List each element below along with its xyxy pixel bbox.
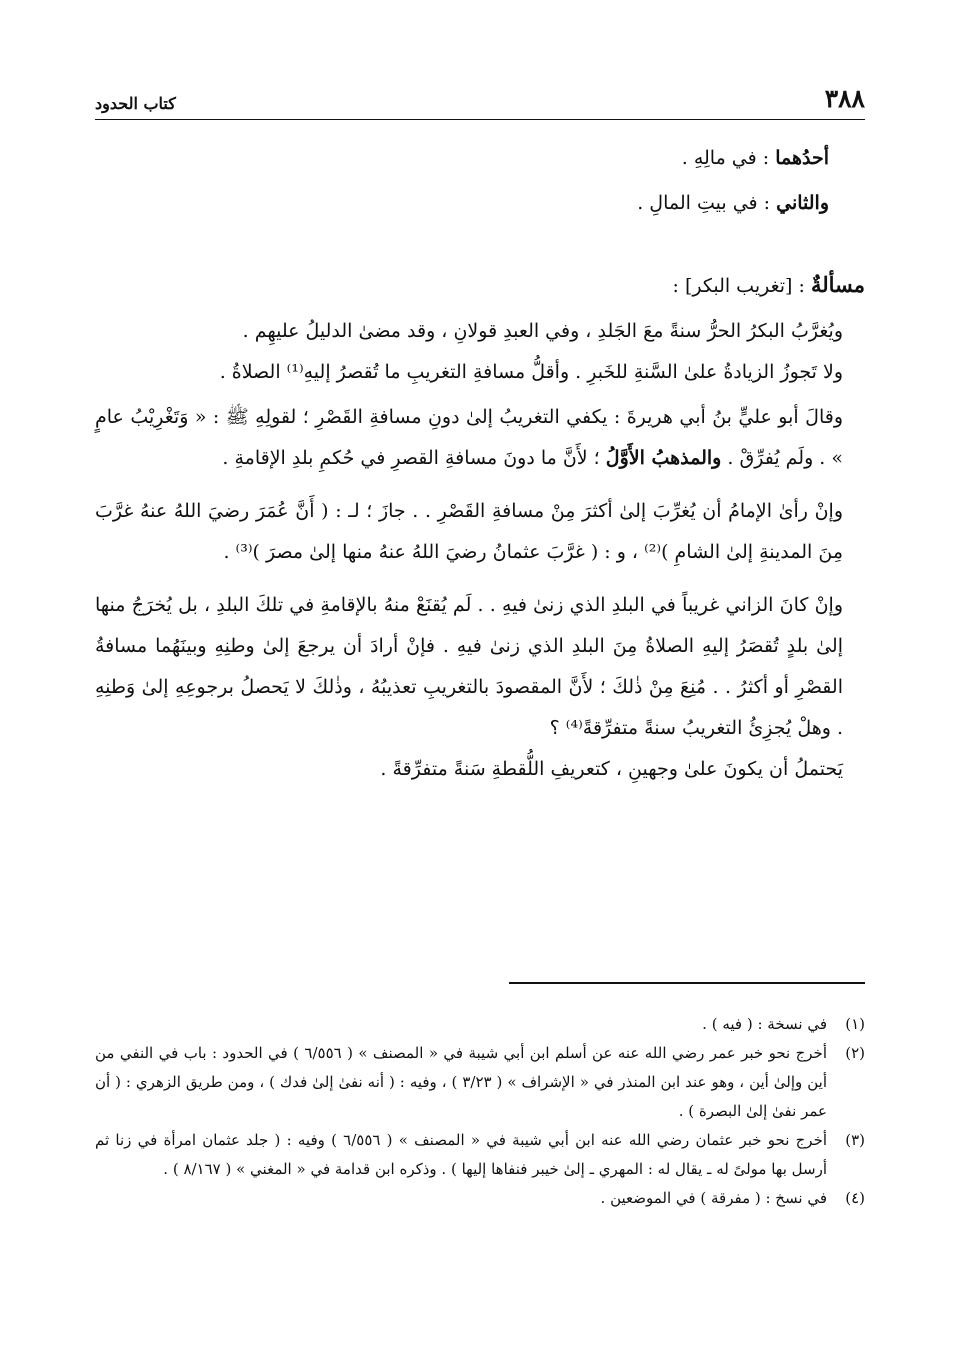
paragraph-4: وإنْ رأىٰ الإمامُ أن يُغرِّبَ إلىٰ أكثرَ مِنْ مسافةِ القَصْرِ . . جازَ ؛ لـ : ( أَنَّ عُمَرَ رضيَ اللهُ عنهُ غرَّبَ مِنَ المدينةِ إلىٰ الشامِ )⁽²⁾ ، و : ( غرَّبَ عثمانُ رضيَ اللهُ عنهُ منها إلىٰ مصرَ )⁽³⁾ . xyxy=(95,500,843,563)
footnote-item xyxy=(95,1126,865,1184)
footnote-text: أخرج نحو خبر عمر رضي الله عنه عن أسلم ابن أبي شيبة في « المصنف » ( ٦/٥٥٦ ) في الحدود : باب في النفي من أين وإلىٰ أين ، وهو عند ابن المنذر في « الإشراف » ( ٣/٢٣ ) ، وفيه : ( أنه نفىٰ إلىٰ فدك ) ، ومن طريق الزهري : ( أن عمر نفىٰ إلىٰ البصرة ) . xyxy=(95,1044,827,1120)
footnote-number: (٣) xyxy=(845,1131,865,1149)
line-first-label: أحدُهما xyxy=(775,147,829,169)
footnote-text: في نسخ : ( مفرقة ) في الموضعين . xyxy=(600,1189,827,1207)
footnotes xyxy=(95,1010,865,1213)
footnote-item xyxy=(95,1039,865,1126)
paragraph-3-part-c: ؛ لأَنَّ ما دونَ مسافةِ القصرِ في حُكمِ بلدِ الإقامةِ . xyxy=(222,447,606,469)
line-second-label: والثاني xyxy=(776,192,829,214)
page-number: ٣٨٨ xyxy=(824,84,865,113)
masala-heading xyxy=(95,264,865,307)
paragraph-5: وإنْ كانَ الزاني غريباً في البلدِ الذي زنىٰ فيهِ . . لَم يُقنَعْ منهُ بالإقامةِ في تلكَ البلدِ ، بل يُخرَجُ منها إلىٰ بلدٍ تُقصَرُ إليهِ الصلاةُ مِنَ البلدِ الذي زنىٰ فيهِ . فإنْ أرادَ أن يرجعَ إلىٰ وطنِهِ وبينَهُما مسافةُ القصْرِ أو أكثرُ . . مُنِعَ مِنْ ذٰلكَ ؛ لأَنَّ المقصودَ بالتغريبِ تعذيبُهُ ، وذٰلكَ لا يَحصلُ برجوعِهِ إلىٰ وَطنِهِ . وهلْ يُجزِئُ التغريبُ سنةً متفرِّقةً⁽⁴⁾ ؟ xyxy=(95,594,843,739)
paragraph-6: يَحتملُ أن يكونَ علىٰ وجهينِ ، كتعريفِ اللُّقطةِ سَنةً متفرِّقةً . xyxy=(380,758,843,780)
line-second xyxy=(95,183,865,224)
footnote-text: أخرج نحو خبر عثمان رضي الله عنه ابن أبي شيبة في « المصنف » ( ٦/٥٥٦ ) وفيه : ( جلد عثمان امرأة في زنا ثم أرسل بها مولىً له ـ يقال له : المهري ـ إلىٰ خيبر فنفاها إليها ) . وذكره ابن قدامة في « المغني » ( ٨/١٦٧ ) . xyxy=(95,1131,828,1178)
line-second-text: : في بيتِ المالِ . xyxy=(637,192,777,214)
page-header xyxy=(95,80,865,120)
footnote-item xyxy=(95,1184,865,1213)
footnote-number: (٤) xyxy=(845,1189,865,1207)
paragraph-3-part-a: وقالَ أبو عليٍّ بنُ أبي هريرةَ : يكفي التغريبُ إلىٰ دونِ مسافةِ القَصْرِ ؛ لقولِهِ ﷺ : « وَتَغْرِيْبُ عامٍ » . ولَم يُفرِّقْ . xyxy=(95,406,843,469)
main-text xyxy=(95,138,865,790)
line-first xyxy=(95,138,865,179)
running-title: كتاب الحدود xyxy=(95,94,176,113)
paragraph-3-madhhab: والمذهبُ الأَوَّلُ xyxy=(605,447,722,469)
footnote-number: (١) xyxy=(845,1015,865,1033)
paragraph-2: ولا تَجوزُ الزيادةُ علىٰ السَّنةِ للخَبرِ . وأقلُّ مسافةِ التغريبِ ما تُقصرُ إليهِ⁽¹⁾ الصلاةُ . xyxy=(219,361,843,383)
line-first-text: : في مالِهِ . xyxy=(681,147,776,169)
paragraph-1: ويُغرَّبُ البكرُ الحرُّ سنةً معَ الجَلدِ ، وفي العبدِ قولانِ ، وقد مضىٰ الدليلُ عليهِم . xyxy=(242,320,843,342)
masala-title: : [تغريب البكر] : xyxy=(672,275,811,297)
masala-label: مسألةٌ xyxy=(810,272,865,297)
footnote-text: في نسخة : ( فيه ) . xyxy=(702,1015,827,1033)
footnote-number: (٢) xyxy=(845,1044,865,1062)
footnote-item xyxy=(95,1010,865,1039)
paragraph-3 xyxy=(95,397,865,479)
footnote-divider xyxy=(509,982,865,984)
